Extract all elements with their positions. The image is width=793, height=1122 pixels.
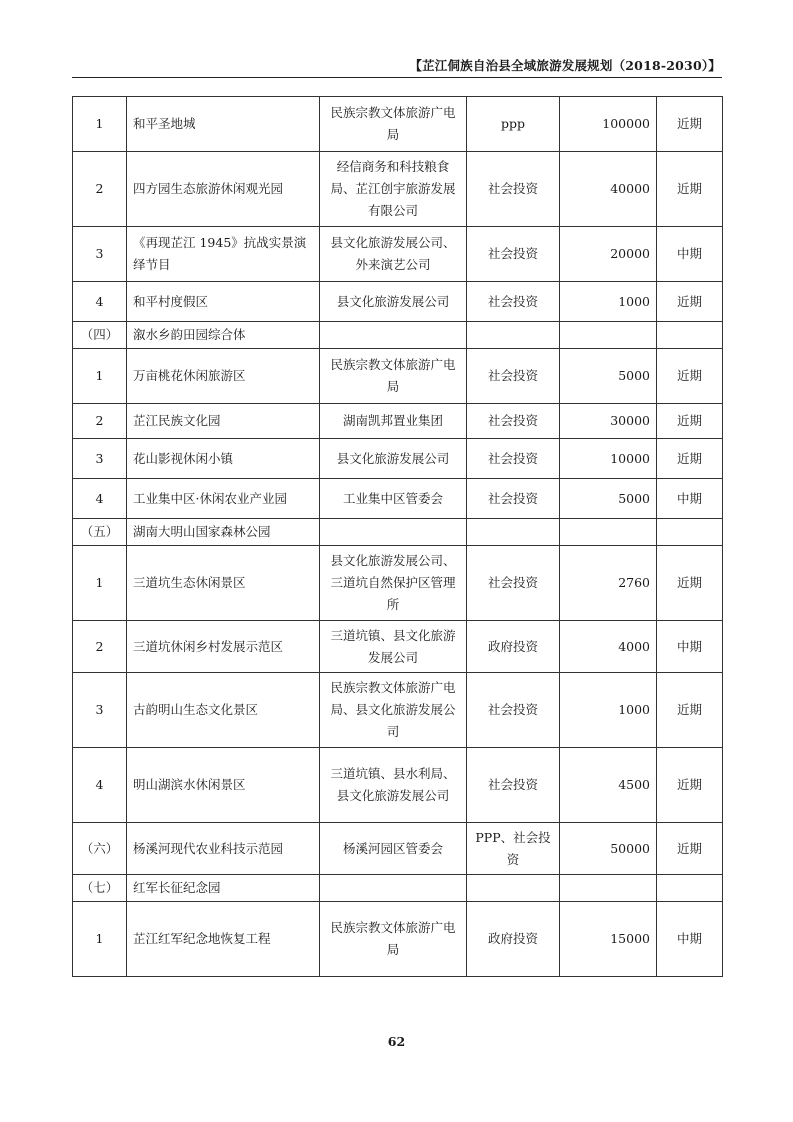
table-row	[73, 322, 723, 349]
table-row	[73, 97, 723, 152]
table-row	[73, 439, 723, 479]
cell-phase: 中期	[657, 902, 723, 977]
cell-investment-amount	[560, 519, 657, 546]
table-row	[73, 748, 723, 823]
table-row	[73, 152, 723, 227]
table-row	[73, 902, 723, 977]
document-header-title: 【芷江侗族自治县全域旅游发展规划（2018-2030）】	[409, 58, 721, 73]
cell-number: 3	[73, 673, 127, 748]
cell-project-name: 三道坑休闲乡村发展示范区	[127, 621, 320, 673]
cell-number: （四）	[73, 322, 127, 349]
cell-investment-amount: 10000	[560, 439, 657, 479]
cell-project-name: 四方园生态旅游休闲观光园	[127, 152, 320, 227]
cell-project-name: 和平圣地城	[127, 97, 320, 152]
cell-investment-amount: 50000	[560, 823, 657, 875]
cell-number: 4	[73, 479, 127, 519]
cell-investment-amount	[560, 322, 657, 349]
cell-investment-amount: 5000	[560, 349, 657, 404]
table-row	[73, 621, 723, 673]
cell-phase: 近期	[657, 97, 723, 152]
cell-number: （七）	[73, 875, 127, 902]
cell-responsible-unit: 工业集中区管委会	[320, 479, 467, 519]
cell-responsible-unit	[320, 322, 467, 349]
cell-project-name: 杨溪河现代农业科技示范园	[127, 823, 320, 875]
cell-phase: 近期	[657, 823, 723, 875]
cell-investment-amount: 100000	[560, 97, 657, 152]
cell-funding-type: 政府投资	[467, 902, 560, 977]
cell-phase: 近期	[657, 748, 723, 823]
cell-responsible-unit: 民族宗教文体旅游广电局、县文化旅游发展公司	[320, 673, 467, 748]
table-row	[73, 227, 723, 282]
cell-responsible-unit: 县文化旅游发展公司	[320, 282, 467, 322]
cell-phase	[657, 519, 723, 546]
cell-responsible-unit: 湖南凯邦置业集团	[320, 404, 467, 439]
cell-investment-amount: 1000	[560, 282, 657, 322]
table-row	[73, 479, 723, 519]
cell-investment-amount: 30000	[560, 404, 657, 439]
cell-phase: 近期	[657, 404, 723, 439]
cell-number: 4	[73, 748, 127, 823]
cell-responsible-unit: 县文化旅游发展公司	[320, 439, 467, 479]
cell-funding-type: 社会投资	[467, 282, 560, 322]
cell-funding-type	[467, 875, 560, 902]
table-row	[73, 823, 723, 875]
cell-phase: 中期	[657, 227, 723, 282]
cell-funding-type	[467, 519, 560, 546]
cell-phase	[657, 875, 723, 902]
cell-number: （五）	[73, 519, 127, 546]
cell-investment-amount: 2760	[560, 546, 657, 621]
cell-responsible-unit: 县文化旅游发展公司、三道坑自然保护区管理所	[320, 546, 467, 621]
cell-funding-type: 社会投资	[467, 748, 560, 823]
cell-investment-amount: 5000	[560, 479, 657, 519]
cell-funding-type: PPP、社会投资	[467, 823, 560, 875]
table-row	[73, 519, 723, 546]
cell-funding-type: 社会投资	[467, 673, 560, 748]
cell-project-name: 湖南大明山国家森林公园	[127, 519, 320, 546]
cell-responsible-unit	[320, 519, 467, 546]
cell-phase: 近期	[657, 673, 723, 748]
cell-funding-type: 社会投资	[467, 479, 560, 519]
cell-phase: 近期	[657, 349, 723, 404]
cell-funding-type: 社会投资	[467, 546, 560, 621]
cell-investment-amount	[560, 875, 657, 902]
cell-investment-amount: 20000	[560, 227, 657, 282]
cell-number: 3	[73, 439, 127, 479]
cell-responsible-unit: 民族宗教文体旅游广电局	[320, 349, 467, 404]
cell-project-name: 芷江红军纪念地恢复工程	[127, 902, 320, 977]
cell-number: 2	[73, 152, 127, 227]
cell-project-name: 和平村度假区	[127, 282, 320, 322]
cell-responsible-unit: 杨溪河园区管委会	[320, 823, 467, 875]
cell-phase: 近期	[657, 546, 723, 621]
project-table	[72, 96, 723, 977]
table-row	[73, 673, 723, 748]
cell-project-name: 古韵明山生态文化景区	[127, 673, 320, 748]
table-row	[73, 282, 723, 322]
cell-number: 2	[73, 621, 127, 673]
cell-responsible-unit	[320, 875, 467, 902]
cell-responsible-unit: 民族宗教文体旅游广电局	[320, 902, 467, 977]
cell-phase: 中期	[657, 479, 723, 519]
cell-investment-amount: 1000	[560, 673, 657, 748]
cell-project-name: 明山湖滨水休闲景区	[127, 748, 320, 823]
cell-project-name: 万亩桃花休闲旅游区	[127, 349, 320, 404]
cell-responsible-unit: 民族宗教文体旅游广电局	[320, 97, 467, 152]
cell-number: （六）	[73, 823, 127, 875]
cell-investment-amount: 15000	[560, 902, 657, 977]
table-row	[73, 875, 723, 902]
cell-investment-amount: 40000	[560, 152, 657, 227]
cell-phase: 近期	[657, 282, 723, 322]
page-number: 62	[387, 1034, 406, 1049]
table-row	[73, 546, 723, 621]
cell-number: 1	[73, 349, 127, 404]
cell-responsible-unit: 三道坑镇、县文化旅游发展公司	[320, 621, 467, 673]
cell-number: 1	[73, 97, 127, 152]
cell-project-name: 工业集中区·休闲农业产业园	[127, 479, 320, 519]
cell-number: 1	[73, 546, 127, 621]
cell-responsible-unit: 县文化旅游发展公司、外来演艺公司	[320, 227, 467, 282]
cell-funding-type	[467, 322, 560, 349]
cell-funding-type: 社会投资	[467, 439, 560, 479]
cell-responsible-unit: 三道坑镇、县水利局、县文化旅游发展公司	[320, 748, 467, 823]
cell-phase: 近期	[657, 152, 723, 227]
cell-investment-amount: 4000	[560, 621, 657, 673]
cell-funding-type: 社会投资	[467, 349, 560, 404]
cell-project-name: 芷江民族文化园	[127, 404, 320, 439]
cell-number: 1	[73, 902, 127, 977]
cell-funding-type: 社会投资	[467, 404, 560, 439]
cell-funding-type: 社会投资	[467, 227, 560, 282]
cell-project-name: 三道坑生态休闲景区	[127, 546, 320, 621]
cell-funding-type: 社会投资	[467, 152, 560, 227]
cell-phase	[657, 322, 723, 349]
cell-investment-amount: 4500	[560, 748, 657, 823]
cell-project-name: 《再现芷江 1945》抗战实景演绎节目	[127, 227, 320, 282]
cell-project-name: 红军长征纪念园	[127, 875, 320, 902]
cell-responsible-unit: 经信商务和科技粮食局、芷江创宇旅游发展有限公司	[320, 152, 467, 227]
cell-funding-type: ppp	[467, 97, 560, 152]
cell-number: 4	[73, 282, 127, 322]
table-row	[73, 349, 723, 404]
cell-funding-type: 政府投资	[467, 621, 560, 673]
cell-number: 2	[73, 404, 127, 439]
header-divider	[72, 77, 722, 78]
cell-phase: 中期	[657, 621, 723, 673]
table-row	[73, 404, 723, 439]
cell-project-name: 花山影视休闲小镇	[127, 439, 320, 479]
cell-phase: 近期	[657, 439, 723, 479]
cell-number: 3	[73, 227, 127, 282]
cell-project-name: 溆水乡韵田园综合体	[127, 322, 320, 349]
